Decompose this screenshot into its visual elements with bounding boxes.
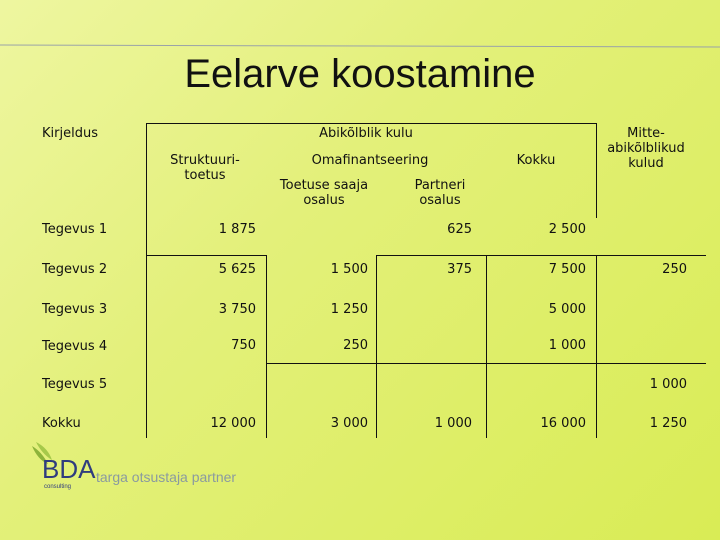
header-struktuuritoetus: Struktuuri- toetus <box>170 153 240 183</box>
grid-line <box>146 255 266 256</box>
cell-struktuuritoetus: 750 <box>231 338 256 353</box>
row-label: Tegevus 1 <box>42 222 108 237</box>
cell-kokku: 7 500 <box>548 262 586 277</box>
row-label: Tegevus 5 <box>42 377 108 392</box>
cell-partneri-osalus: 1 000 <box>434 416 472 431</box>
cell-struktuuritoetus: 12 000 <box>210 416 256 431</box>
cell-struktuuritoetus: 1 875 <box>218 222 256 237</box>
cell-kokku: 2 500 <box>548 222 586 237</box>
cell-struktuuritoetus: 5 625 <box>218 262 256 277</box>
header-toetuse-saaja-osalus: Toetuse saaja osalus <box>279 178 369 208</box>
row-label: Kokku <box>42 416 81 431</box>
cell-mitteabikolblikud: 250 <box>662 262 687 277</box>
cell-toetuse-saaja-osalus: 1 500 <box>330 262 368 277</box>
grid-line <box>146 123 147 438</box>
header-kirjeldus: Kirjeldus <box>42 126 98 141</box>
decorative-line <box>0 44 720 46</box>
page-title: Eelarve koostamine <box>184 52 536 96</box>
cell-mitteabikolblikud: 1 250 <box>649 416 687 431</box>
row-label: Tegevus 4 <box>42 339 108 354</box>
cell-struktuuritoetus: 3 750 <box>218 302 256 317</box>
row-label: Tegevus 2 <box>42 262 108 277</box>
grid-line <box>266 255 267 438</box>
cell-toetuse-saaja-osalus: 250 <box>343 338 368 353</box>
grid-line <box>596 255 597 438</box>
cell-kokku: 16 000 <box>540 416 586 431</box>
cell-toetuse-saaja-osalus: 1 250 <box>330 302 368 317</box>
header-mitteabikolblikud-kulud: Mitte- abikõlblikud kulud <box>607 126 685 171</box>
grid-line <box>266 363 706 364</box>
cell-partneri-osalus: 375 <box>447 262 472 277</box>
header-kokku: Kokku <box>516 153 556 168</box>
logo-letters: BDA <box>42 454 96 484</box>
grid-line <box>486 255 487 438</box>
grid-line <box>146 123 596 124</box>
grid-line <box>376 255 706 256</box>
grid-line <box>596 123 597 218</box>
cell-kokku: 1 000 <box>548 338 586 353</box>
cell-toetuse-saaja-osalus: 3 000 <box>330 416 368 431</box>
header-omafinantseering: Omafinantseering <box>311 153 429 168</box>
cell-partneri-osalus: 625 <box>447 222 472 237</box>
cell-mitteabikolblikud: 1 000 <box>649 377 687 392</box>
logo-tagline: targa otsustaja partner <box>96 469 237 485</box>
logo-sub: consulting <box>44 484 72 490</box>
header-partneri-osalus: Partneri osalus <box>414 178 466 208</box>
cell-kokku: 5 000 <box>548 302 586 317</box>
header-abikolblik: Abikõlblik kulu <box>319 126 413 141</box>
row-label: Tegevus 3 <box>42 302 108 317</box>
grid-line <box>376 255 377 438</box>
